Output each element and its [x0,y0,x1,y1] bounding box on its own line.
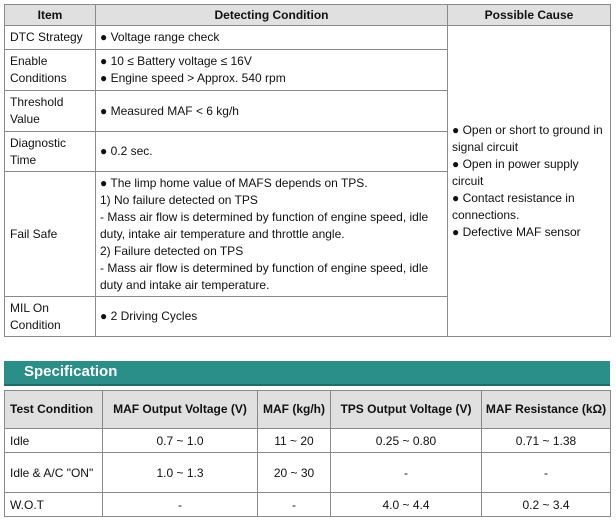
condition-line: 2) Failure detected on TPS [100,243,244,258]
condition-cell [96,91,448,132]
header-maf-output-voltage: MAF Output Voltage (V) [103,391,258,429]
dtc-table [4,4,611,337]
condition-line: - Mass air flow is determined by function of engine speed, idle duty and intake air temperature. [100,260,429,292]
header-detecting-condition: Detecting Condition [96,5,448,26]
specification-banner [4,361,610,386]
condition-cell [96,50,448,91]
condition-cell [96,26,448,50]
specification-table [4,390,611,517]
condition-line: - Mass air flow is determined by function of engine speed, idle duty, intake air temperature and throttle angle. [100,209,429,241]
condition-line: 1) No failure detected on TPS [100,192,258,207]
table-row [5,453,611,493]
condition-line: ● The limp home value of MAFS depends on TPS. [100,175,368,190]
header-tps-output-voltage: TPS Output Voltage (V) [331,391,482,429]
item-mil-on-condition: MIL On Condition [5,297,96,337]
cell-maf: 20 ~ 30 [258,453,331,493]
condition-line: ● 2 Driving Cycles [100,309,198,323]
cell-test-condition: Idle [5,429,103,453]
condition-line: ● 0.2 sec. [100,144,153,158]
cell-test-condition: W.O.T [5,493,103,517]
header-item: Item [5,5,96,26]
item-threshold-value: Threshold Value [5,91,96,132]
cell-test-condition: Idle & A/C "ON" [5,453,103,493]
item-dtc-strategy: DTC Strategy [5,26,96,50]
cell-tps-output-voltage: 4.0 ~ 4.4 [331,493,482,517]
cell-maf-output-voltage: - [103,493,258,517]
condition-line: ● Engine speed > Approx. 540 rpm [100,71,286,85]
spec-header-row [5,391,611,429]
cell-maf: 11 ~ 20 [258,429,331,453]
cause-line: ● Defective MAF sensor [452,224,581,239]
header-possible-cause: Possible Cause [448,5,611,26]
item-fail-safe: Fail Safe [5,172,96,297]
cause-line: ● Contact resistance in connections. [452,190,575,222]
cell-maf-output-voltage: 1.0 ~ 1.3 [103,453,258,493]
table-row [5,26,611,50]
condition-cell [96,172,448,297]
cell-maf: - [258,493,331,517]
cell-maf-resistance: 0.2 ~ 3.4 [482,493,611,517]
condition-line: ● Voltage range check [100,30,220,44]
condition-line: ● Measured MAF < 6 kg/h [100,103,239,118]
cell-tps-output-voltage: 0.25 ~ 0.80 [331,429,482,453]
cell-maf-resistance: 0.71 ~ 1.38 [482,429,611,453]
condition-cell [96,297,448,337]
specification-title: Specification [24,363,118,380]
condition-cell [96,132,448,172]
item-enable-conditions: Enable Conditions [5,50,96,91]
cause-line: ● Open in power supply circuit [452,156,579,188]
cell-maf-resistance: - [482,453,611,493]
table-row [5,429,611,453]
header-maf: MAF (kg/h) [258,391,331,429]
header-test-condition: Test Condition [5,391,103,429]
item-diagnostic-time: Diagnostic Time [5,132,96,172]
header-maf-resistance: MAF Resistance (kΩ) [482,391,611,429]
cell-tps-output-voltage: - [331,453,482,493]
cell-maf-output-voltage: 0.7 ~ 1.0 [103,429,258,453]
cause-line: ● Open or short to ground in signal circuit [452,122,603,154]
dtc-header-row [5,5,611,26]
condition-line: ● 10 ≤ Battery voltage ≤ 16V [100,54,252,68]
table-row [5,493,611,517]
possible-cause-cell [448,26,611,337]
